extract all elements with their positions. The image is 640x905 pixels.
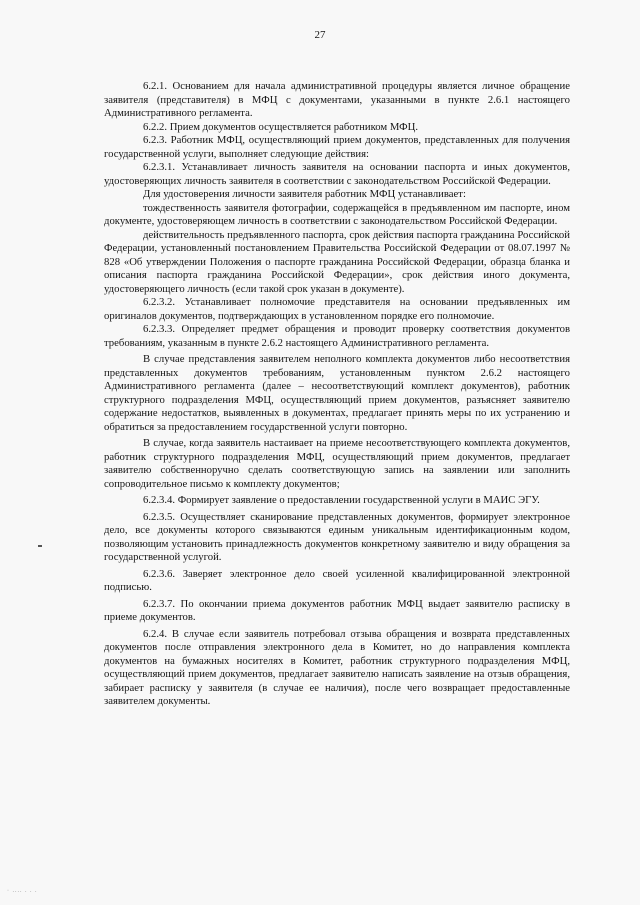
paragraph-6-2-3-3: 6.2.3.3. Определяет предмет обращения и проводит проверку соответствия документов требованиям, указанным в пункте 2.6.2 настоящего Административного регламента. [104,323,570,349]
paragraph-6-2-3: 6.2.3. Работник МФЦ, осуществляющий прием документов, представленных для получения государственной услуги, выполняет следующие действия: [104,134,570,160]
paragraph-6-2-3-5: 6.2.3.5. Осуществляет сканирование представленных документов, формирует электронное дело, все документы которого связываются единым уникальным идентификационным кодом, позволяющим установить принадлежность документов конкретному заявителю и виду обращения за государственной услугой. [104,510,570,563]
scan-noise-specks: · .... . . . [7,888,38,894]
paragraph-6-2-3-4: 6.2.3.4. Формирует заявление о предоставлении государственной услуги в МАИС ЭГУ. [143,494,540,506]
paragraph-photo-identity: тождественность заявителя фотографии, содержащейся в предъявленном им паспорте, ином документе, удостоверяющем личность в соответствии с законодательством Российской Федерации. [104,201,570,227]
paragraph-identity-intro: Для удостоверения личности заявителя работник МФЦ устанавливает: [143,188,466,200]
paragraph-6-2-3-2: 6.2.3.2. Устанавливает полномочие представителя на основании предъявленных им оригиналов документов, подтверждающих в установленном порядке его полномочие. [104,296,570,322]
paragraph-6-2-4: 6.2.4. В случае если заявитель потребовал отзыва обращения и возврата представленных документов после отправления электронного дела в Комитет, но до направления комплекта документов на бумажных носителях в Комитет, работник структурного подразделения МФЦ, осуществляющий прием документов, предлагает заявителю написать заявление на отзыв обращения, забирает расписку у заявителя (в случае ее наличия), после чего возвращает предоставленные заявителем документы. [104,627,570,707]
paragraph-6-2-3-1: 6.2.3.1. Устанавливает личность заявителя на основании паспорта и иных документов, удостоверяющих личность заявителя в соответствии с законодательством Российской Федерации. [104,161,570,187]
paragraph-applicant-insists: В случае, когда заявитель настаивает на приеме несоответствующего комплекта документов, работник структурного подразделения МФЦ, осуществляющий прием документов, предлагает заявителю собственноручно сделать соответствующую запись на заявлении или заполнить сопроводительное письмо к комплекту документов; [104,437,570,490]
document-body [104,80,570,709]
page-number: 27 [314,29,326,41]
paragraph-6-2-2: 6.2.2. Прием документов осуществляется работником МФЦ. [143,120,419,133]
paragraph-6-2-3-6: 6.2.3.6. Заверяет электронное дело своей усиленной квалифицированной электронной подписью. [104,567,570,593]
paragraph-6-2-1: 6.2.1. Основанием для начала административной процедуры является личное обращение заявителя (представителя) в МФЦ с документами, указанными в пункте 2.6.1 настоящего Административного регламента. [104,80,570,119]
scan-margin-mark [38,545,42,547]
paragraph-incomplete-set: В случае представления заявителем неполного комплекта документов либо несоответствия представленных документов требованиям, установленным пунктом 2.6.2 настоящего Административного регламента (далее – несоответствующий комплект документов), работник структурного подразделения МФЦ, осуществляющий прием документов, разъясняет заявителю содержание недостатков, выявленных в документах, предлагает принять меры по их устранению и обратиться за предоставлением государственной услуги повторно. [104,353,570,433]
paragraph-passport-validity: действительность предъявленного паспорта, срок действия паспорта гражданина Российской Федерации, установленный постановлением Правительства Российской Федерации от 08.07.1997 № 828 «Об утверждении Положения о паспорте гражданина Российской Федерации, образца бланка и описания паспорта гражданина Российской Федерации», срок действия иного документа, удостоверяющего личность (если такой срок указан в документе). [104,228,570,295]
paragraph-6-2-3-7: 6.2.3.7. По окончании приема документов работник МФЦ выдает заявителю расписку в приеме документов. [104,597,570,623]
